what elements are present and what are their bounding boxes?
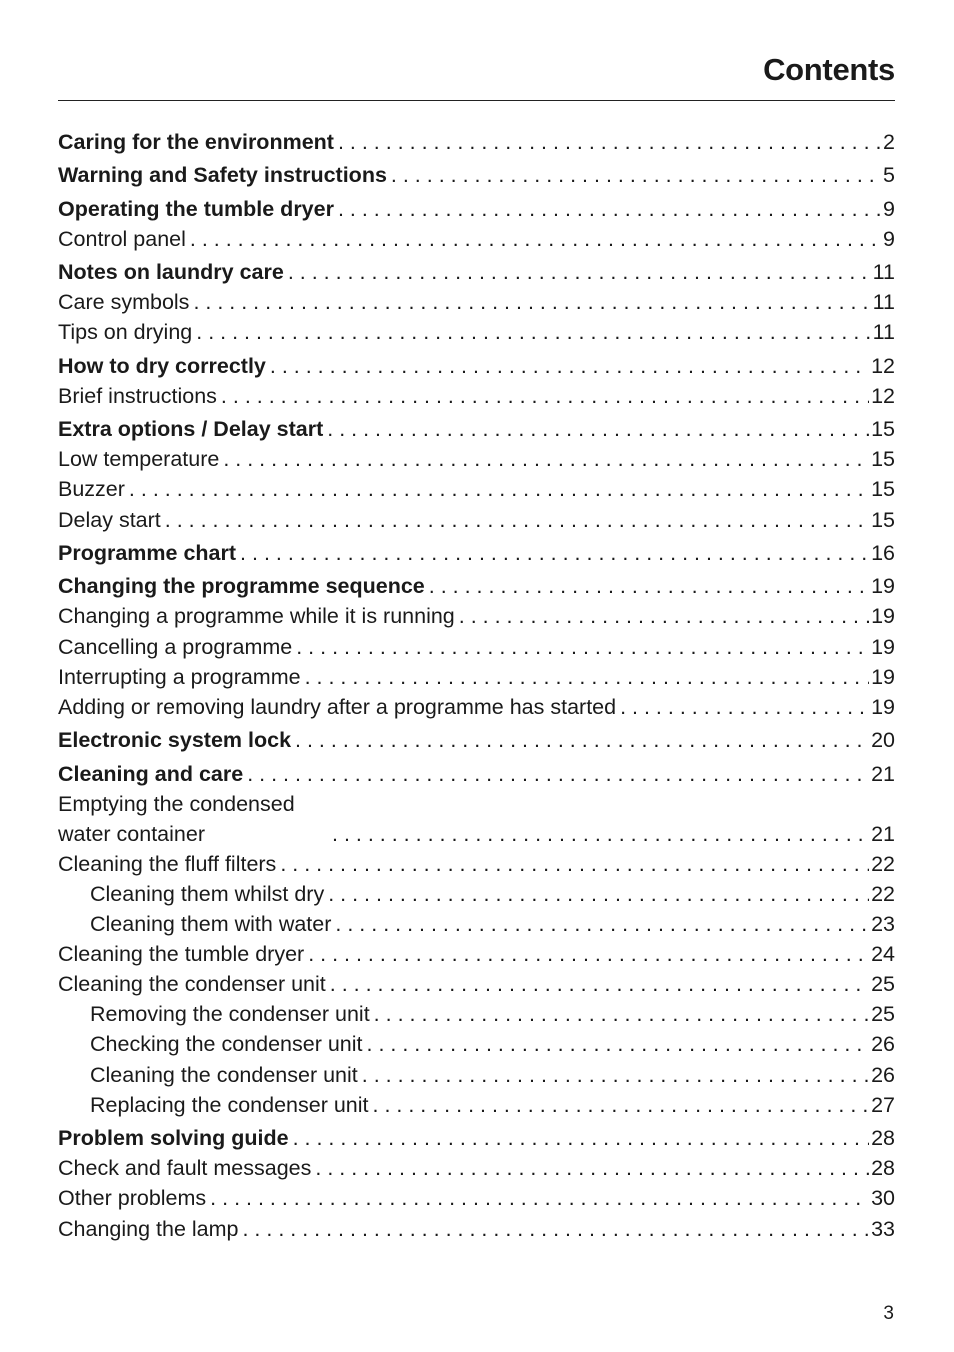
toc-page-number: 19 — [871, 634, 895, 659]
toc-heading-entry[interactable] — [58, 160, 895, 190]
toc-heading-entry[interactable] — [58, 571, 895, 601]
toc-page-number: 9 — [883, 226, 895, 251]
toc-entry[interactable] — [58, 789, 895, 849]
toc-entry[interactable] — [58, 317, 895, 347]
toc-page-number: 12 — [871, 383, 895, 408]
toc-entry[interactable] — [58, 1090, 895, 1120]
toc-heading-entry[interactable] — [58, 725, 895, 755]
toc-entry[interactable] — [58, 444, 895, 474]
toc-dot-leader — [292, 632, 869, 662]
toc-dot-leader — [284, 257, 871, 287]
toc-heading-entry[interactable] — [58, 538, 895, 568]
toc-heading-entry[interactable] — [58, 257, 895, 287]
toc-page-number: 25 — [871, 972, 895, 997]
toc-entry-label: Problem solving guide — [58, 1126, 289, 1151]
toc-entry-label: Cleaning them whilst dry — [90, 881, 325, 906]
toc-dot-leader — [311, 1153, 869, 1183]
toc-dot-leader — [387, 160, 881, 190]
toc-entry-label: Adding or removing laundry after a programme has started — [58, 694, 617, 719]
toc-page-number: 15 — [871, 507, 895, 532]
toc-entry-label: Checking the condenser unit — [90, 1032, 363, 1057]
toc-entry[interactable] — [58, 632, 895, 662]
toc-page-number: 5 — [883, 163, 895, 188]
toc-page-number: 21 — [871, 761, 895, 786]
toc-page-number: 16 — [871, 540, 895, 565]
toc-heading-entry[interactable] — [58, 127, 895, 157]
toc-dot-leader — [238, 1214, 869, 1244]
toc-dot-leader — [334, 194, 881, 224]
toc-page-number: 21 — [871, 821, 895, 846]
toc-page-number: 27 — [871, 1092, 895, 1117]
toc-dot-leader — [334, 127, 881, 157]
toc-dot-leader — [276, 849, 869, 879]
toc-entry-label: Delay start — [58, 507, 161, 532]
toc-page-number: 15 — [871, 417, 895, 442]
toc-dot-leader — [324, 879, 869, 909]
toc-page-number: 25 — [871, 1002, 895, 1027]
toc-page-number: 30 — [871, 1186, 895, 1211]
toc-entry-label: Care symbols — [58, 290, 190, 315]
toc-page-number: 33 — [871, 1216, 895, 1241]
toc-page-number: 22 — [871, 851, 895, 876]
toc-dot-leader — [189, 287, 870, 317]
toc-page-number: 11 — [872, 260, 895, 285]
toc-entry-label: Cleaning and care — [58, 761, 244, 786]
toc-entry[interactable] — [58, 224, 895, 254]
toc-page-number: 24 — [871, 942, 895, 967]
toc-entry[interactable] — [58, 999, 895, 1029]
toc-dot-leader — [289, 1123, 870, 1153]
toc-page-number: 19 — [871, 604, 895, 629]
toc-page-number: 15 — [871, 447, 895, 472]
toc-dot-leader — [425, 571, 869, 601]
toc-page-number: 20 — [871, 728, 895, 753]
toc-dot-leader — [369, 1090, 870, 1120]
toc-entry-label: Interrupting a programme — [58, 664, 301, 689]
toc-entry-label: Cleaning the condenser unit — [58, 972, 326, 997]
toc-entry[interactable] — [58, 601, 895, 631]
toc-entry-label: Other problems — [58, 1186, 207, 1211]
toc-entry-label: Replacing the condenser unit — [90, 1092, 369, 1117]
toc-page-number: 23 — [871, 911, 895, 936]
toc-entry-label: Emptying the condensed water container — [58, 791, 295, 846]
toc-dot-leader — [206, 1183, 869, 1213]
toc-dot-leader — [370, 999, 869, 1029]
toc-entry-label: Cleaning the condenser unit — [90, 1062, 358, 1087]
toc-heading-entry[interactable] — [58, 194, 895, 224]
toc-entry-label: Operating the tumble dryer — [58, 196, 334, 221]
toc-entry[interactable] — [58, 505, 895, 535]
toc-page-number: 11 — [872, 320, 895, 345]
toc-entry-label: Brief instructions — [58, 383, 217, 408]
toc-entry-label: Cleaning them with water — [90, 911, 332, 936]
page-number: 3 — [883, 1303, 894, 1324]
toc-page-number: 9 — [883, 196, 895, 221]
toc-entry-label: Low temperature — [58, 447, 220, 472]
toc-entry-label: Changing the programme sequence — [58, 574, 425, 599]
toc-entry[interactable] — [58, 1153, 895, 1183]
title-rule — [58, 100, 895, 101]
toc-entry[interactable] — [58, 381, 895, 411]
toc-entry-label: Buzzer — [58, 477, 125, 502]
toc-dot-leader — [304, 939, 869, 969]
toc-entry[interactable] — [58, 939, 895, 969]
toc-page-number: 19 — [871, 694, 895, 719]
toc-heading-entry[interactable] — [58, 759, 895, 789]
toc-page-number: 19 — [871, 664, 895, 689]
toc-dot-leader — [219, 444, 869, 474]
toc-entry[interactable] — [58, 849, 895, 879]
toc-entry-label: Extra options / Delay start — [58, 417, 324, 442]
toc-heading-entry[interactable] — [58, 1123, 895, 1153]
toc-dot-leader — [236, 538, 869, 568]
toc-dot-leader — [326, 969, 869, 999]
toc-entry[interactable] — [58, 287, 895, 317]
toc-entry[interactable] — [58, 909, 895, 939]
toc-entry-label: Electronic system lock — [58, 728, 292, 753]
toc-dot-leader — [331, 909, 869, 939]
toc-entry[interactable] — [58, 692, 895, 722]
toc-entry-label: Cleaning the tumble dryer — [58, 942, 305, 967]
toc-entry-label: Changing a programme while it is running — [58, 604, 455, 629]
toc-dot-leader — [358, 1060, 869, 1090]
toc-dot-leader — [616, 692, 869, 722]
toc-dot-leader — [266, 351, 869, 381]
toc-dot-leader — [363, 1029, 870, 1059]
toc-page-number: 28 — [871, 1156, 895, 1181]
toc-entry-label: Control panel — [58, 226, 186, 251]
toc-dot-leader — [328, 819, 869, 849]
toc-dot-leader — [455, 601, 869, 631]
toc-dot-leader — [217, 381, 869, 411]
toc-entry[interactable] — [58, 1183, 895, 1213]
toc-heading-entry[interactable] — [58, 414, 895, 444]
toc-entry-label: Cleaning the fluff filters — [58, 851, 277, 876]
toc-dot-leader — [243, 759, 869, 789]
toc-dot-leader — [323, 414, 869, 444]
toc-entry-label: Notes on laundry care — [58, 260, 284, 285]
toc-entry-label: Changing the lamp — [58, 1216, 239, 1241]
toc-page-number: 11 — [872, 290, 895, 315]
page-title: Contents — [763, 52, 895, 87]
toc-heading-entry[interactable] — [58, 351, 895, 381]
toc-entry-label: Removing the condenser unit — [90, 1002, 370, 1027]
toc-page-number: 2 — [883, 130, 895, 154]
toc-page-number: 12 — [871, 353, 895, 378]
toc-entry[interactable] — [58, 1029, 895, 1059]
toc-page-number: 26 — [871, 1062, 895, 1087]
toc-entry-label: Warning and Safety instructions — [58, 163, 387, 188]
toc-page-number: 26 — [871, 1032, 895, 1057]
toc-entry-label: Check and fault messages — [58, 1156, 312, 1181]
toc-entry-label: Tips on drying — [58, 320, 193, 345]
toc-entry[interactable] — [58, 662, 895, 692]
toc-entry[interactable] — [58, 1060, 895, 1090]
toc-dot-leader — [192, 317, 870, 347]
toc-entry-label: Cancelling a programme — [58, 634, 293, 659]
toc-page-number: 28 — [871, 1126, 895, 1151]
toc-page-number: 22 — [871, 881, 895, 906]
toc-dot-leader — [125, 474, 869, 504]
toc-dot-leader — [186, 224, 881, 254]
toc-entry[interactable] — [58, 969, 895, 999]
toc-entry-label: How to dry correctly — [58, 353, 266, 378]
toc-dot-leader — [301, 662, 869, 692]
toc-dot-leader — [291, 725, 869, 755]
toc-entry-label: Caring for the environment — [58, 130, 334, 154]
table-of-contents — [58, 127, 895, 1244]
toc-entry[interactable] — [58, 474, 895, 504]
toc-page-number: 19 — [871, 574, 895, 599]
toc-entry[interactable] — [58, 879, 895, 909]
toc-entry-label: Programme chart — [58, 540, 237, 565]
toc-dot-leader — [161, 505, 869, 535]
toc-page-number: 15 — [871, 477, 895, 502]
toc-entry[interactable] — [58, 1214, 895, 1244]
